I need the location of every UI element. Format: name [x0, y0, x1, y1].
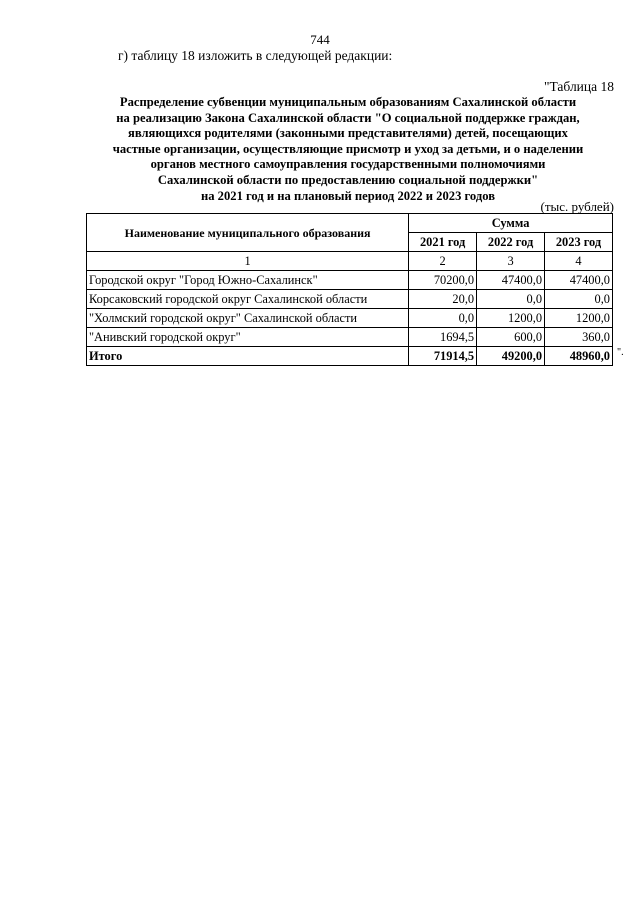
- title-line: Сахалинской области по предоставлению социальной поддержки": [157, 172, 539, 187]
- value-2023: 360,0: [545, 328, 613, 347]
- total-2023: 48960,0: [545, 347, 613, 366]
- title-line: частные организации, осуществляющие присмотр и уход за детьми, и о наделении: [112, 141, 584, 156]
- column-number: 2: [409, 252, 477, 271]
- municipality-name: Городской округ "Город Южно-Сахалинск": [87, 271, 409, 290]
- header-name: Наименование муниципального образования: [87, 214, 409, 252]
- value-2022: 47400,0: [477, 271, 545, 290]
- value-2022: 0,0: [477, 290, 545, 309]
- value-2022: 600,0: [477, 328, 545, 347]
- column-number-row: [87, 252, 613, 271]
- table-row: [87, 328, 613, 347]
- column-number: 4: [545, 252, 613, 271]
- total-label: Итого: [87, 347, 409, 366]
- intro-text: г) таблицу 18 изложить в следующей редакции:: [118, 48, 393, 63]
- value-2021: 1694,5: [409, 328, 477, 347]
- municipality-name: Корсаковский городской округ Сахалинской области: [87, 290, 409, 309]
- value-2021: 0,0: [409, 309, 477, 328]
- total-2021: 71914,5: [409, 347, 477, 366]
- value-2022: 1200,0: [477, 309, 545, 328]
- closing-quote-mark: ".: [617, 347, 624, 358]
- column-number: 1: [87, 252, 409, 271]
- title-line: Распределение субвенции муниципальным образованиям Сахалинской области: [119, 95, 577, 109]
- subsidy-table: [86, 213, 613, 366]
- title-line: являющихся родителями (законными представителями) детей, посещающих: [128, 126, 568, 141]
- title-line: на реализацию Закона Сахалинской области "О социальной поддержке граждан,: [116, 110, 580, 125]
- municipality-name: "Анивский городской округ": [87, 328, 409, 347]
- total-2022: 49200,0: [477, 347, 545, 366]
- column-number: 3: [477, 252, 545, 271]
- units-label: (тыс. рублей): [540, 199, 614, 214]
- header-sum: Сумма: [409, 214, 613, 233]
- table-row: [87, 271, 613, 290]
- value-2021: 70200,0: [409, 271, 477, 290]
- header-year-2021: 2021 год: [409, 233, 477, 252]
- table-row: [87, 290, 613, 309]
- value-2023: 1200,0: [545, 309, 613, 328]
- header-year-2023: 2023 год: [545, 233, 613, 252]
- value-2023: 47400,0: [545, 271, 613, 290]
- page-number: 744: [310, 32, 330, 47]
- municipality-name: "Холмский городской округ" Сахалинской области: [87, 309, 409, 328]
- document-title: [85, 95, 611, 204]
- total-row: [87, 347, 613, 366]
- header-row: [87, 214, 613, 233]
- value-2021: 20,0: [409, 290, 477, 309]
- table-label: "Таблица 18: [544, 79, 614, 94]
- value-2023: 0,0: [545, 290, 613, 309]
- table-row: [87, 309, 613, 328]
- title-line: органов местного самоуправления государственными полномочиями: [150, 157, 546, 172]
- header-year-2022: 2022 год: [477, 233, 545, 252]
- title-line: на 2021 год и на плановый период 2022 и 2023 годов: [200, 188, 496, 203]
